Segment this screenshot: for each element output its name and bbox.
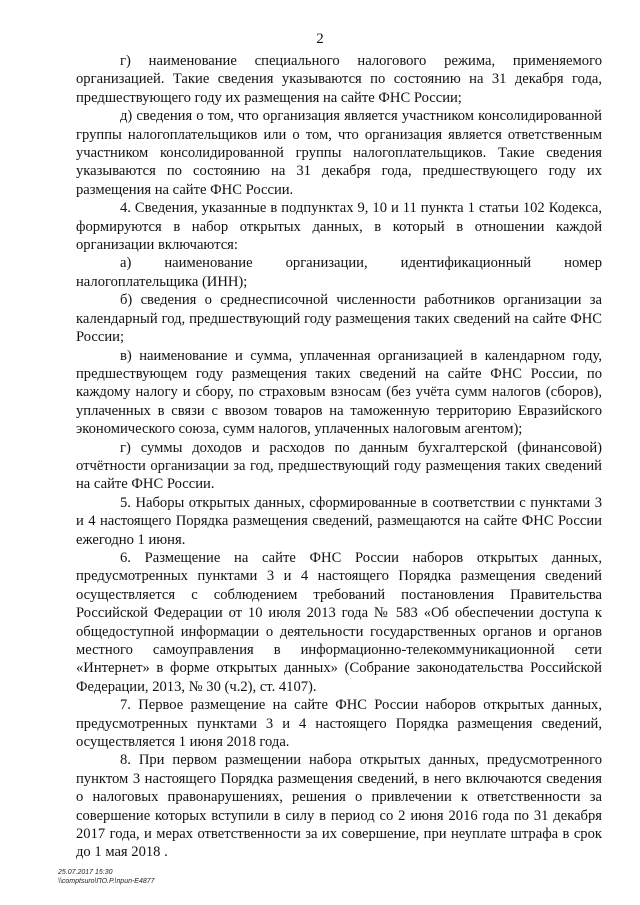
paragraph-subitem-g-tax-regime: г) наименование специального налогового режима, применяемого организацией. Такие сведения указываются по состоянию на 31 декабря года, предшествующего году их размещения на сайте ФНС России;	[76, 53, 602, 106]
paragraph-subitem-b-headcount: б) сведения о среднесписочной численности работников организации за календарный год, предшествующий году размещения таких сведений на сайте ФНС России;	[76, 292, 602, 346]
paragraph-item-7: 7. Первое размещение на сайте ФНС России наборов открытых данных, предусмотренных пунктами 3 и 4 настоящего Порядка размещения сведений, осуществляется 1 июня 2018 года.	[76, 697, 602, 751]
document-footer	[58, 868, 155, 886]
paragraph-item-8: 8. При первом размещении набора открытых данных, предусмотренного пунктом 3 настоящего Порядка размещения сведений, в него включаются сведения о налоговых правонарушениях, решения о привлечении к ответственности за совершение которых вступили в силу в период со 2 июня 2016 года по 31 декабря 2017 года, и мерах ответственности за их совершение, при неуплате штрафа в срок до 1 мая 2018 .	[76, 752, 602, 861]
footer-file-path: \\comptsuro\ПО.Р.\приn-E4877	[58, 878, 155, 885]
paragraph-subitem-d-consolidated-group: д) сведения о том, что организация является участником консолидированной группы налогоплательщиков или о том, что организация является ответственным участником консолидированной группы налогоплательщиков. Такие сведения указываются по состоянию на 31 декабря года, предшествующего году их размещения на сайте ФНС России.	[76, 108, 602, 198]
page-number: 2	[316, 31, 324, 47]
paragraph-item-4: 4. Сведения, указанные в подпунктах 9, 10 и 11 пункта 1 статьи 102 Кодекса, формируются в набор открытых данных, в который в отношении каждой организации включаются:	[76, 200, 602, 254]
paragraph-subitem-g-income-expenses: г) суммы доходов и расходов по данным бухгалтерской (финансовой) отчётности организации за год, предшествующий году размещения таких сведений на сайте ФНС России.	[76, 439, 602, 493]
document-body	[76, 52, 602, 862]
paragraph-item-5: 5. Наборы открытых данных, сформированные в соответствии с пунктами 3 и 4 настоящего Порядка размещения сведений, размещаются на сайте ФНС России ежегодно 1 июня.	[76, 494, 602, 548]
paragraph-subitem-a-inn: а) наименование организации, идентификационный номер налогоплательщика (ИНН);	[76, 255, 602, 290]
footer-timestamp: 25.07.2017 15:30	[58, 869, 113, 876]
paragraph-item-6: 6. Размещение на сайте ФНС России наборов открытых данных, предусмотренных пунктами 3 и 4 настоящего Порядка размещения сведений осуществляется с соблюдением требований постановления Правительства Российской Федерации от 10 июля 2013 года № 583 «Об обеспечении доступа к общедоступной информации о деятельности государственных органов и органов местного самоуправления в информационно-телекоммуникационной сети «Интернет» в форме открытых данных» (Собрание законодательства Российской Федерации, 2013, № 30 (ч.2), ст. 4107).	[76, 549, 602, 695]
paragraph-subitem-v-taxes-paid: в) наименование и сумма, уплаченная организацией в календарном году, предшествующем году размещения таких сведений на сайте ФНС России, по каждому налогу и сбору, по страховым взносам (без учёта сумм налогов (сборов), уплаченных в связи с ввозом товаров на таможенную территорию Евразийского экономического союза, сумм налогов, уплаченных налоговым агентом);	[76, 347, 602, 438]
